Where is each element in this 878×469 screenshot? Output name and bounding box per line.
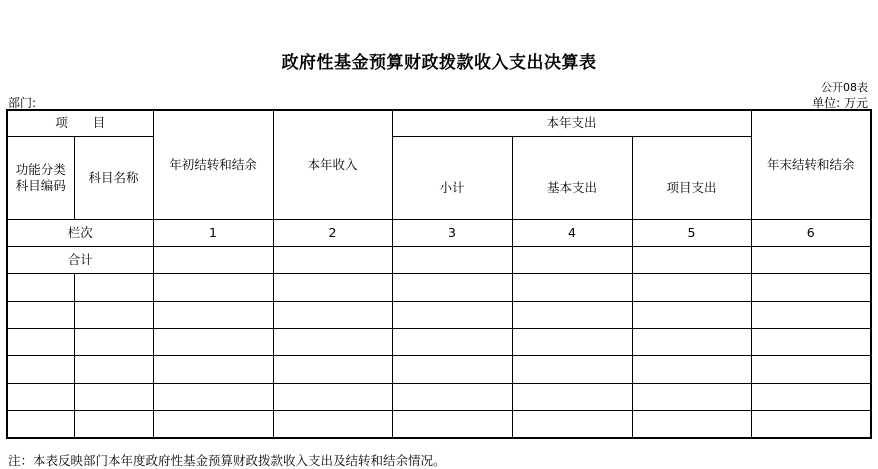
header-item: 项 目 xyxy=(7,110,153,136)
column-number: 4 xyxy=(512,219,632,246)
table-cell xyxy=(392,247,512,274)
header-closing-balance: 年末结转和结余 xyxy=(751,110,871,219)
table-cell xyxy=(632,247,751,274)
table-cell xyxy=(512,247,632,274)
table-cell xyxy=(751,247,871,274)
column-number: 6 xyxy=(751,219,871,246)
total-row xyxy=(7,247,871,274)
header-project: 项目支出 xyxy=(632,136,751,219)
header-func-code: 功能分类 科目编码 xyxy=(7,136,74,219)
footnote: 注：本表反映部门本年度政府性基金预算财政拨款收入支出及结转和结余情况。 xyxy=(8,453,446,468)
header-income: 本年收入 xyxy=(273,110,392,219)
table-row xyxy=(7,411,871,438)
table-cell xyxy=(273,247,392,274)
header-subtotal: 小计 xyxy=(392,136,512,219)
report-title: 政府性基金预算财政拨款收入支出决算表 xyxy=(281,53,597,73)
table-row xyxy=(7,329,871,356)
unit-label: 单位: 万元 xyxy=(812,96,868,110)
table-row xyxy=(7,301,871,328)
department-label: 部门: xyxy=(8,96,37,110)
column-number-label: 栏次 xyxy=(7,219,153,246)
header-subject-name: 科目名称 xyxy=(74,136,153,219)
header-expenditure: 本年支出 xyxy=(392,110,751,136)
table-row xyxy=(7,274,871,301)
column-number: 3 xyxy=(392,219,512,246)
total-label: 合计 xyxy=(7,247,153,274)
header-opening-balance: 年初结转和结余 xyxy=(153,110,273,219)
column-number: 2 xyxy=(273,219,392,246)
table-row xyxy=(7,356,871,383)
table-code: 公开08表 xyxy=(821,81,868,94)
column-number: 1 xyxy=(153,219,273,246)
budget-table xyxy=(6,109,872,439)
header-basic: 基本支出 xyxy=(512,136,632,219)
table-row xyxy=(7,383,871,410)
column-number: 5 xyxy=(632,219,751,246)
column-number-row xyxy=(7,219,871,246)
table-cell xyxy=(153,247,273,274)
